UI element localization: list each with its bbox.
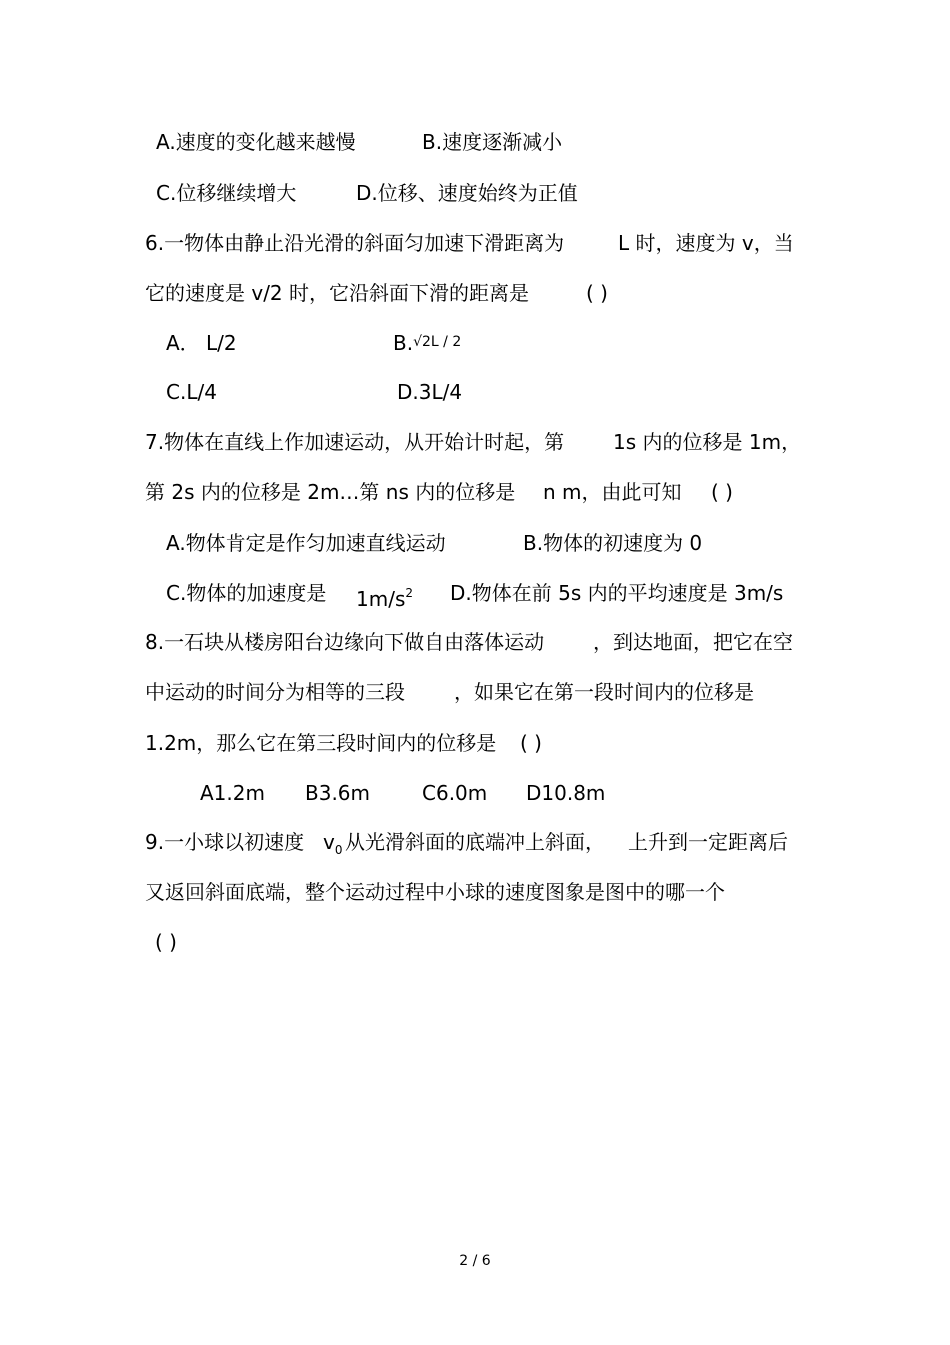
- q9-line2: 又返回斜面底端，整个运动过程中小球的速度图象是图中的哪一个: [145, 880, 725, 904]
- q7-option-c-exponent: 2: [405, 586, 414, 600]
- q9-line1-part-c: 上升到一定距离后: [628, 830, 788, 854]
- q6-line2: 它的速度是 v/2 时，它沿斜面下滑的距离是: [145, 281, 530, 305]
- q8-option-a: A1.2m: [200, 781, 265, 805]
- q9-line1-part-a: 9.一小球以初速度: [145, 830, 305, 854]
- q6-option-b: [393, 329, 461, 360]
- q9-answer-blank: ( ): [155, 930, 177, 954]
- q6-option-c: C.L/4: [166, 380, 217, 404]
- q9-initial-velocity: [323, 828, 342, 864]
- q8-line2-part-b: ，如果它在第一段时间内的位移是: [454, 680, 754, 704]
- q8-line3: 1.2m，那么它在第三段时间内的位移是: [145, 731, 497, 755]
- q6-line1-part-b: L 时，速度为 v，当: [618, 231, 794, 255]
- q8-line2-part-a: 中运动的时间分为相等的三段: [145, 680, 405, 704]
- q7-option-b: B.物体的初速度为 0: [523, 531, 703, 555]
- q7-option-c-value: [356, 579, 413, 613]
- q8-option-c: C6.0m: [422, 781, 488, 805]
- q6-option-d: D.3L/4: [397, 380, 463, 404]
- q7-option-a: A.物体肯定是作匀加速直线运动: [166, 531, 446, 555]
- q7-line1-part-b: 1s 内的位移是 1m，: [613, 430, 802, 454]
- q8-line1-part-b: ，到达地面，把它在空: [593, 630, 793, 654]
- q5-option-b: B.速度逐渐减小: [422, 130, 563, 154]
- q6-line1-part-a: 6.一物体由静止沿光滑的斜面匀加速下滑距离为: [145, 231, 565, 255]
- q9-velocity-symbol: v: [323, 830, 335, 854]
- q6-option-b-math: √2L / 2: [413, 334, 462, 350]
- q7-option-c-unit: 1m/s: [356, 587, 406, 611]
- q6-option-b-prefix: B.: [393, 331, 414, 355]
- q7-answer-blank: ( ): [711, 480, 733, 504]
- q8-option-d: D10.8m: [526, 781, 606, 805]
- q5-option-d: D.位移、速度始终为正值: [356, 181, 578, 205]
- page-number: 2 / 6: [459, 1253, 491, 1269]
- q6-option-a: A． L/2: [166, 331, 237, 355]
- q7-option-c-text: C.物体的加速度是: [166, 581, 327, 605]
- q5-option-a: A.速度的变化越来越慢: [156, 130, 356, 154]
- q9-line1-part-b: 从光滑斜面的底端冲上斜面，: [345, 830, 605, 854]
- q5-option-c: C.位移继续增大: [156, 181, 297, 205]
- q7-line1-part-a: 7.物体在直线上作加速运动，从开始计时起，第: [145, 430, 565, 454]
- q8-answer-blank: ( ): [520, 731, 542, 755]
- q8-option-b: B3.6m: [305, 781, 371, 805]
- q7-option-d: D.物体在前 5s 内的平均速度是 3m/s: [450, 581, 784, 605]
- q6-answer-blank: ( ): [586, 281, 608, 305]
- q9-velocity-subscript: 0: [334, 843, 343, 857]
- q7-line2-part-a: 第 2s 内的位移是 2m…第 ns 内的位移是: [145, 480, 516, 504]
- q7-line2-part-b: n m，由此可知: [543, 480, 682, 504]
- q8-line1-part-a: 8.一石块从楼房阳台边缘向下做自由落体运动: [145, 630, 545, 654]
